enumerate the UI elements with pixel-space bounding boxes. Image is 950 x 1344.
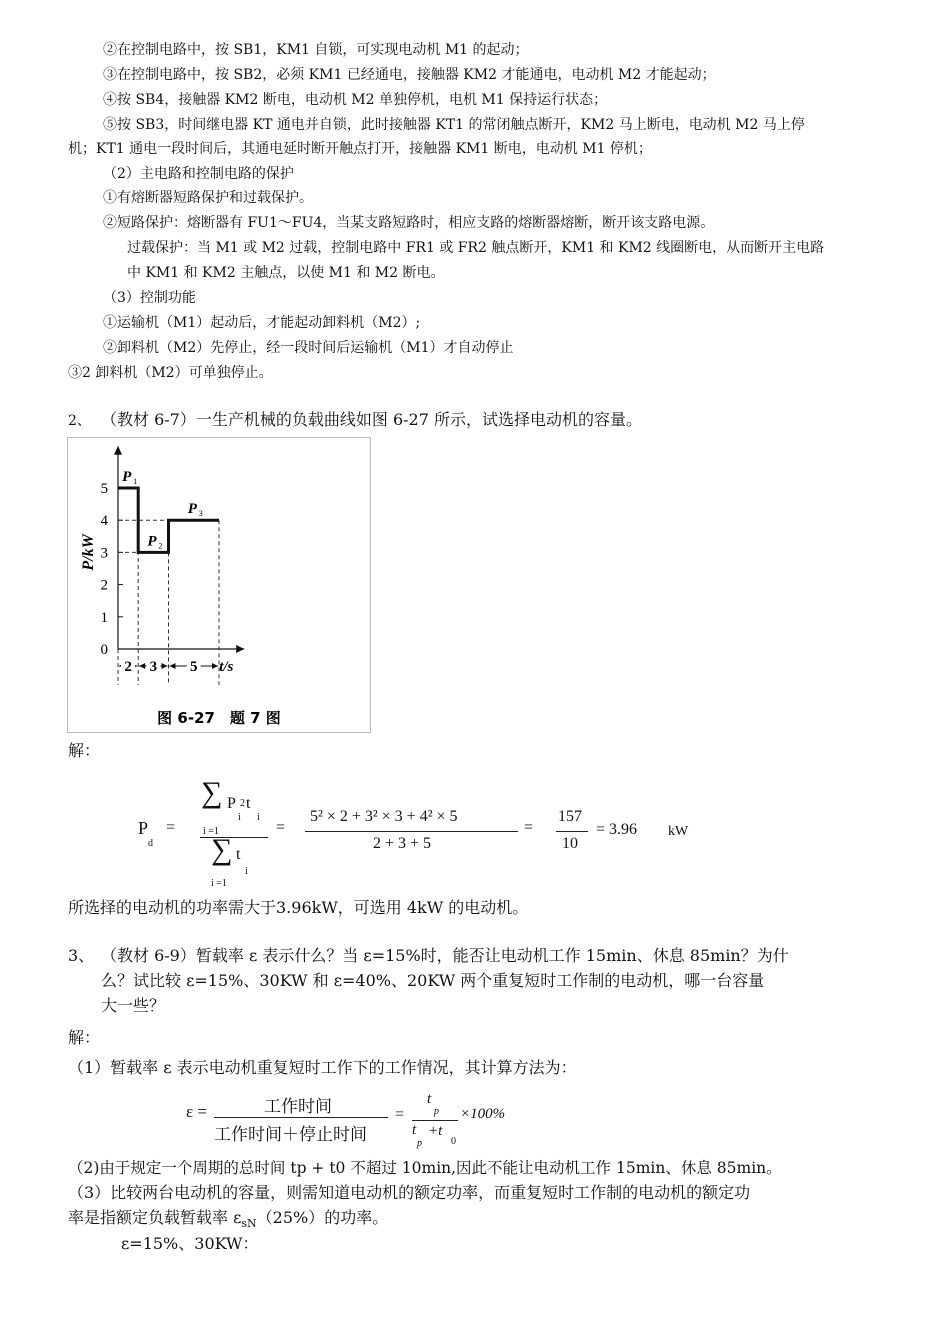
formula-eq: = [524,819,534,836]
text-line: ④按 SB4，接触器 KM2 断电，电动机 M2 单独停机，电机 M1 保持运行状态； [103,92,608,108]
fraction-bar [412,1120,458,1121]
text-line: ②在控制电路中，按 SB1，KM1 自锁，可实现电动机 M1 的起动； [103,42,529,58]
sum-index: i [245,866,248,877]
segment-label: P [147,533,157,550]
text-line: ①运输机（M1）起动后，才能起动卸料机（M2）; [103,315,421,331]
segment-label-sub: 1 [133,477,138,486]
text-line: ①有熔断器短路保护和过载保护。 [103,190,313,206]
formula-lhs: P [138,818,149,838]
x-axis-label: t/s [219,659,234,675]
epsilon-subscript: sN [241,1217,257,1231]
question-text: （教材 6-7）一生产机械的负载曲线如图 6-27 所示，试选择电动机的容量。 [101,410,642,429]
text-line: （2）主电路和控制电路的保护 [103,166,294,182]
load-curve-figure [67,437,371,733]
text-line: （3）控制功能 [103,290,196,306]
y-tick-label: 2 [100,577,108,594]
question-text: 大一些？ [101,996,166,1015]
fraction-bar [556,831,588,832]
t0-term: +t [428,1123,443,1139]
segment-label-sub: 2 [158,541,163,551]
x-axis-arrow [236,645,244,653]
text-line: ⑤按 SB3，时间继电器 KT 通电并自锁，此时接触器 KT1 的常闭触点断开，KM2 马上断电，电动机 M2 马上停 [103,117,805,133]
formula-eq: = [166,819,176,836]
conclusion-text: 所选择的电动机的功率需大于3.96kW，可选用 4kW 的电动机。 [68,898,529,917]
formula-eq: = [276,819,286,836]
sum-power: 2 [240,798,245,809]
text-line: ②短路保护：熔断器有 FU1～FU4，当某支路短路时，相应支路的熔断器熔断，断开该支路电源。 [103,215,715,231]
text-line: ②卸料机（M2）先停止，经一段时间后运输机（M1）才自动停止 [103,340,514,356]
dimension-arrow [162,663,168,669]
answer-paragraph: ε=15%、30KW： [121,1234,259,1253]
solution-label: 解： [68,1028,101,1047]
question-text: （教材 6-9）暂载率 ε 表示什么？当 ε=15%时，能否让电动机工作 15min、休息 85min？为什 [101,946,789,965]
text-line: ③2 卸料机（M2）可单独停止。 [68,365,273,381]
sum-lower-limit: i =1 [203,826,219,837]
formula-numerator: 5² × 2 + 3² × 3 + 4² × 5 [310,808,458,825]
duration-label: 2 [124,659,132,675]
tp-sub: p [417,1138,422,1149]
sum-lower-limit: i =1 [211,878,227,889]
tp-sub: p [434,1106,439,1117]
y-axis-label: P/kW [80,534,97,571]
sum-symbol: ∑ [211,833,233,866]
duration-label: 5 [190,659,198,675]
y-tick-label: 1 [100,609,108,626]
answer-paragraph: （1）暂载率 ε 表示电动机重复短时工作下的工作情况，其计算方法为： [68,1058,577,1077]
frac-denominator: 10 [562,835,578,852]
answer-text: 率是指额定负载暂载率 ε [68,1208,242,1227]
formula-eq: = [395,1106,405,1123]
dimension-arrow [139,663,145,669]
frac-numerator: 157 [558,808,582,825]
answer-paragraph: （3）比较两台电动机的容量，则需知道电动机的额定功率，而重复短时工作制的电动机的额定功 [68,1183,751,1202]
figure-caption: 图 6-27 题 7 图 [157,709,281,727]
dimension-arrow [212,663,218,669]
formula-unit: kW [668,824,689,839]
eps-lhs: ε = [186,1102,207,1121]
sum-term-t: t [246,795,251,812]
sum-symbol: ∑ [201,776,223,809]
t0-sub: 0 [451,1136,456,1147]
sum-term: P [227,795,236,812]
y-tick-label: 3 [100,545,108,562]
y-tick-label: 5 [100,481,108,497]
sum-index: i [238,812,241,823]
dimension-arrow [170,663,176,669]
sum-den-term: t [236,846,241,863]
solution-label: 解： [68,741,101,760]
question-text: 么？试比较 ε=15%、30KW 和 ε=40%、20KW 两个重复短时工作制的电动机，哪一台容量 [101,971,765,990]
segment-label-sub: 3 [198,509,203,519]
segment-label: P [122,469,132,485]
sum-index: i [257,812,260,823]
percent-factor: ×100% [460,1106,506,1122]
answer-text: （25%）的功率。 [256,1208,389,1227]
answer-paragraph [68,1207,388,1235]
segment-label: P [187,501,197,518]
answer-paragraph: （2)由于规定一个周期的总时间 tp + t0 不超过 10min,因此不能让电动机工作 15min、休息 85min。 [68,1159,782,1177]
text-line: 中 KM1 和 KM2 主触点，以使 M1 和 M2 断电。 [127,265,445,281]
y-tick-label: 4 [100,513,108,530]
duration-label: 3 [149,659,158,675]
formula-result: = 3.96 [596,821,638,838]
formula-denominator: 2 + 3 + 5 [373,835,432,852]
fraction-bar [305,831,518,832]
tp-numerator: t [427,1091,432,1107]
load-curve-chart [68,438,370,732]
text-line: ③在控制电路中，按 SB2，必须 KM1 已经通电，接触器 KM2 才能通电，电动机 M2 才能起动； [103,67,716,83]
y-tick-label: 0 [100,642,108,658]
question-number: 2、 [68,413,91,429]
eps-numerator: 工作时间 [264,1097,332,1116]
y-axis-arrow [114,446,122,455]
text-line: 机；KT1 通电一段时间后，其通电延时断开触点打开，接触器 KM1 断电，电动机 M1 停机； [68,141,652,157]
fraction-bar [214,1117,388,1118]
formula-lhs-sub: d [148,838,153,849]
text-line: 过载保护：当 M1 或 M2 过载，控制电路中 FR1 或 FR2 触点断开，KM1 和 KM2 线圈断电，从而断开主电路 [127,240,825,256]
question-number: 3、 [68,946,95,965]
eps-denominator: 工作时间＋停止时间 [214,1125,367,1144]
tp-denominator: t [412,1122,417,1138]
